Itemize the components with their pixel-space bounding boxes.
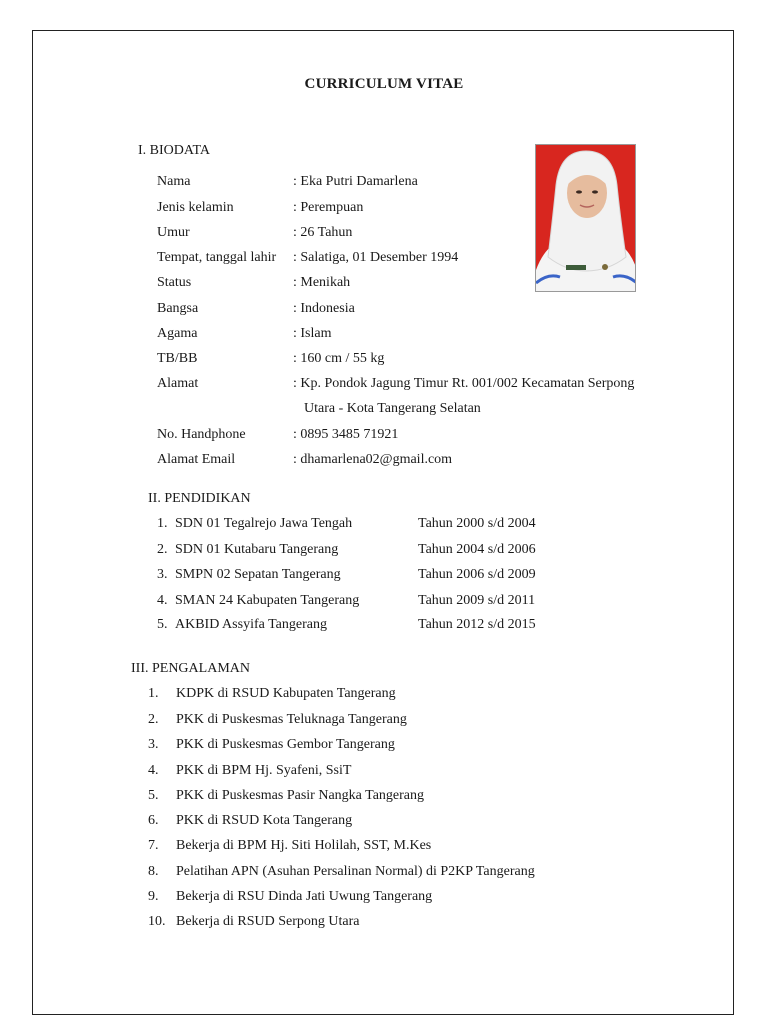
pengalaman-number: 1. <box>148 686 159 701</box>
pendidikan-school: SDN 01 Kutabaru Tangerang <box>175 542 339 557</box>
pendidikan-number: 1. <box>157 516 168 531</box>
pengalaman-number: 3. <box>148 737 159 752</box>
pendidikan-heading: II. PENDIDIKAN <box>148 491 251 506</box>
pendidikan-period: Tahun 2006 s/d 2009 <box>418 567 536 582</box>
profile-photo <box>535 144 636 292</box>
bio-label: Umur <box>157 225 190 240</box>
pengalaman-number: 2. <box>148 712 159 727</box>
profile-photo-illustration <box>536 145 636 292</box>
pengalaman-item: Bekerja di BPM Hj. Siti Holilah, SST, M.Kes <box>176 838 432 853</box>
pengalaman-number: 9. <box>148 889 159 904</box>
pengalaman-item: PKK di Puskesmas Gembor Tangerang <box>176 737 395 752</box>
bio-value: : 26 Tahun <box>293 225 353 240</box>
pendidikan-school: SMPN 02 Sepatan Tangerang <box>175 567 341 582</box>
bio-label: Alamat Email <box>157 452 236 467</box>
bio-value: : Salatiga, 01 Desember 1994 <box>293 250 459 265</box>
bio-label: No. Handphone <box>157 427 246 442</box>
pendidikan-period: Tahun 2004 s/d 2006 <box>418 542 536 557</box>
bio-value: : Perempuan <box>293 200 364 215</box>
pendidikan-period: Tahun 2012 s/d 2015 <box>418 617 536 632</box>
bio-value: Utara - Kota Tangerang Selatan <box>304 401 481 416</box>
bio-label: Agama <box>157 326 198 341</box>
pendidikan-number: 4. <box>157 593 168 608</box>
bio-value: : Islam <box>293 326 332 341</box>
bio-value: : Menikah <box>293 275 351 290</box>
left-eye <box>576 190 582 193</box>
pengalaman-item: PKK di Puskesmas Teluknaga Tangerang <box>176 712 407 727</box>
biodata-heading: I. BIODATA <box>138 143 210 158</box>
pengalaman-number: 6. <box>148 813 159 828</box>
bio-label: Tempat, tanggal lahir <box>157 250 277 265</box>
pengalaman-number: 7. <box>148 838 159 853</box>
pendidikan-period: Tahun 2009 s/d 2011 <box>418 593 536 608</box>
bio-label: Nama <box>157 174 191 189</box>
pendidikan-number: 3. <box>157 567 168 582</box>
pendidikan-school: SMAN 24 Kabupaten Tangerang <box>175 593 360 608</box>
bio-label: Status <box>157 275 192 290</box>
pengalaman-item: Bekerja di RSU Dinda Jati Uwung Tangerang <box>176 889 433 904</box>
bio-label: Jenis kelamin <box>157 200 234 215</box>
pengalaman-number: 8. <box>148 864 159 879</box>
name-tag <box>566 265 586 270</box>
bio-value: : 0895 3485 71921 <box>293 427 399 442</box>
document-title: CURRICULUM VITAE <box>304 76 464 92</box>
uniform-badge <box>602 264 608 270</box>
pendidikan-school: SDN 01 Tegalrejo Jawa Tengah <box>175 516 353 531</box>
pendidikan-school: AKBID Assyifa Tangerang <box>175 617 327 632</box>
pengalaman-number: 10. <box>148 914 166 929</box>
pendidikan-number: 2. <box>157 542 168 557</box>
pengalaman-number: 5. <box>148 788 159 803</box>
pengalaman-item: KDPK di RSUD Kabupaten Tangerang <box>176 686 396 701</box>
bio-value: : 160 cm / 55 kg <box>293 351 385 366</box>
bio-value: : Indonesia <box>293 301 355 316</box>
pendidikan-number: 5. <box>157 617 168 632</box>
right-eye <box>592 190 598 193</box>
bio-value: : Kp. Pondok Jagung Timur Rt. 001/002 Kecamatan Serpong <box>293 376 635 391</box>
bio-label: Alamat <box>157 376 199 391</box>
pengalaman-item: PKK di RSUD Kota Tangerang <box>176 813 353 828</box>
bio-label: Bangsa <box>157 301 199 316</box>
bio-value: : dhamarlena02@gmail.com <box>293 452 453 467</box>
pengalaman-item: PKK di Puskesmas Pasir Nangka Tangerang <box>176 788 425 803</box>
pengalaman-heading: III. PENGALAMAN <box>131 661 250 676</box>
pendidikan-period: Tahun 2000 s/d 2004 <box>418 516 536 531</box>
pengalaman-number: 4. <box>148 763 159 778</box>
pengalaman-item: Pelatihan APN (Asuhan Persalinan Normal) di P2KP Tangerang <box>176 864 535 879</box>
pengalaman-item: Bekerja di RSUD Serpong Utara <box>176 914 360 929</box>
bio-label: TB/BB <box>157 351 198 366</box>
bio-value: : Eka Putri Damarlena <box>293 174 418 189</box>
pengalaman-item: PKK di BPM Hj. Syafeni, SsiT <box>176 763 352 778</box>
